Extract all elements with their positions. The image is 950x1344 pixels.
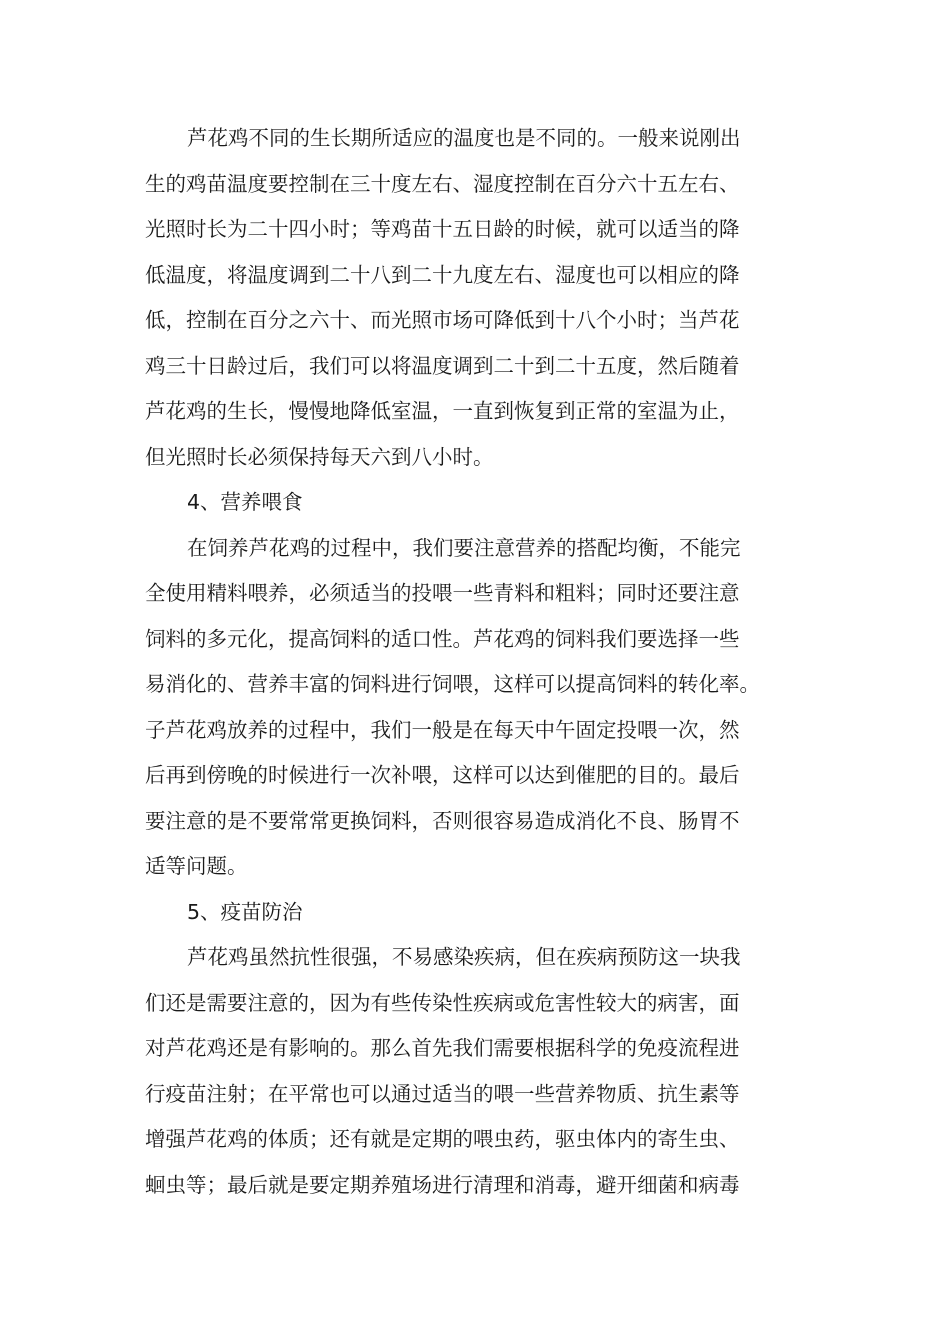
text-line: 全使用精料喂养，必须适当的投喂一些青料和粗料；同时还要注意 [145,581,740,605]
section-heading-vaccine [145,890,809,936]
text-line: 光照时长为二十四小时；等鸡苗十五日龄的时候，就可以适当的降 [145,217,740,241]
text-line: 低温度，将温度调到二十八到二十九度左右、湿度也可以相应的降 [145,262,740,287]
text-line: 芦花鸡不同的生长期所适应的温度也是不同的。一般来说刚出 [187,126,741,150]
text-line: 后再到傍晚的时候进行一次补喂，这样可以达到催肥的目的。最后 [145,763,740,787]
text-line: 低，控制在百分之六十、而光照市场可降低到十八个小时；当芦花 [145,308,740,332]
section-heading-feeding [145,480,809,526]
text-line: 增强芦花鸡的体质；还有就是定期的喂虫药，驱虫体内的寄生虫、 [145,1127,740,1151]
text-line: 芦花鸡虽然抗性很强，不易感染疾病，但在疾病预防这一块我 [187,945,741,969]
paragraph-feeding [145,526,809,890]
document-body [145,116,809,1208]
text-line: 要注意的是不要常常更换饲料，否则很容易造成消化不良、肠胃不 [145,808,740,833]
paragraph-vaccine [145,935,809,1208]
text-line: 适等问题。 [145,854,248,878]
text-line: 鸡三十日龄过后，我们可以将温度调到二十到二十五度，然后随着 [145,353,740,378]
paragraph-temperature [145,116,809,480]
section-heading: 5、疫苗防治 [187,899,303,924]
text-line: 但光照时长必须保持每天六到八小时。 [145,444,494,469]
text-line: 子芦花鸡放养的过程中，我们一般是在每天中午固定投喂一次，然 [145,717,740,742]
text-line: 对芦花鸡还是有影响的。那么首先我们需要根据科学的免疫流程进 [145,1036,740,1060]
section-heading: 4、营养喂食 [187,490,303,514]
text-line: 蛔虫等；最后就是要定期养殖场进行清理和消毒，避开细菌和病毒 [145,1172,740,1197]
text-line: 芦花鸡的生长，慢慢地降低室温，一直到恢复到正常的室温为止， [145,399,740,423]
text-line: 生的鸡苗温度要控制在三十度左右、湿度控制在百分六十五左右、 [145,171,740,196]
text-line: 易消化的、营养丰富的饲料进行饲喂，这样可以提高饲料的转化率。 [145,672,760,696]
text-line: 行疫苗注射；在平常也可以通过适当的喂一些营养物质、抗生素等 [145,1081,740,1106]
text-line: 饲料的多元化，提高饲料的适口性。芦花鸡的饲料我们要选择一些 [145,626,740,651]
text-line: 在饲养芦花鸡的过程中，我们要注意营养的搭配均衡，不能完 [187,535,741,560]
text-line: 们还是需要注意的，因为有些传染性疾病或危害性较大的病害，面 [145,990,740,1015]
